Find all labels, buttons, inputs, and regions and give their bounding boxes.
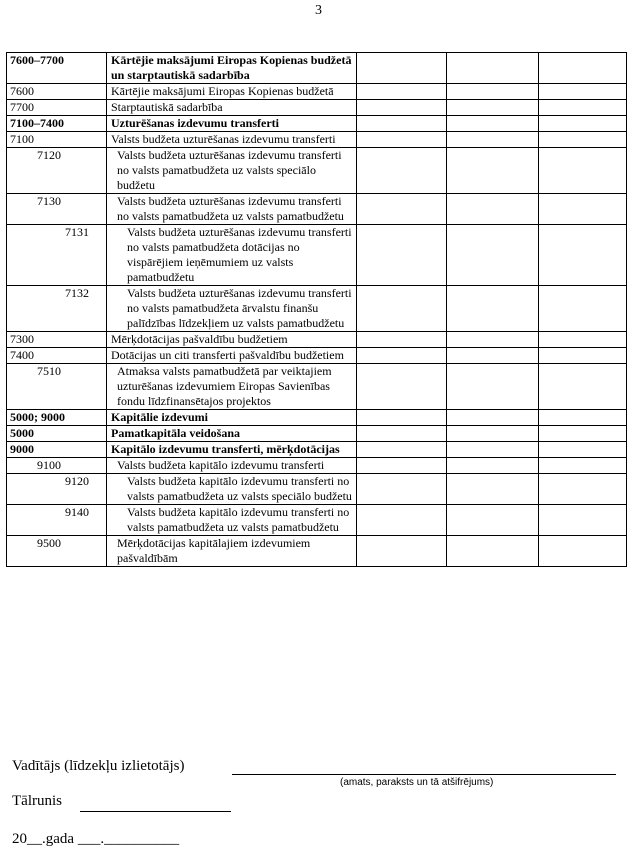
row-name: Dotācijas un citi transferti pašvaldību budžetiem xyxy=(107,348,357,364)
value-cell-1[interactable] xyxy=(357,84,447,100)
row-name: Uzturēšanas izdevumu transferti xyxy=(107,116,357,132)
value-cell-1[interactable] xyxy=(357,116,447,132)
table-row xyxy=(7,426,627,442)
table-row xyxy=(7,116,627,132)
value-cell-3[interactable] xyxy=(539,364,627,410)
value-cell-1[interactable] xyxy=(357,474,447,505)
value-cell-1[interactable] xyxy=(357,225,447,286)
row-name: Valsts budžeta uzturēšanas izdevumu transferti xyxy=(107,132,357,148)
row-code: 7100 xyxy=(7,132,107,148)
phone-label: Tālrunis xyxy=(12,793,62,809)
value-cell-1[interactable] xyxy=(357,100,447,116)
table-row xyxy=(7,332,627,348)
row-code: 7132 xyxy=(7,286,107,332)
value-cell-3[interactable] xyxy=(539,53,627,84)
table-row xyxy=(7,225,627,286)
row-code: 7400 xyxy=(7,348,107,364)
value-cell-3[interactable] xyxy=(539,132,627,148)
value-cell-3[interactable] xyxy=(539,348,627,364)
value-cell-2[interactable] xyxy=(447,536,539,567)
value-cell-2[interactable] xyxy=(447,410,539,426)
value-cell-1[interactable] xyxy=(357,348,447,364)
value-cell-2[interactable] xyxy=(447,286,539,332)
table-row xyxy=(7,100,627,116)
table-row xyxy=(7,148,627,194)
value-cell-3[interactable] xyxy=(539,286,627,332)
value-cell-3[interactable] xyxy=(539,410,627,426)
value-cell-2[interactable] xyxy=(447,426,539,442)
value-cell-2[interactable] xyxy=(447,132,539,148)
value-cell-1[interactable] xyxy=(357,458,447,474)
table-row xyxy=(7,348,627,364)
value-cell-2[interactable] xyxy=(447,364,539,410)
table-row xyxy=(7,442,627,458)
row-name: Valsts budžeta kapitālo izdevumu transferti xyxy=(107,458,357,474)
row-code: 7100–7400 xyxy=(7,116,107,132)
table-row xyxy=(7,53,627,84)
value-cell-2[interactable] xyxy=(447,53,539,84)
value-cell-1[interactable] xyxy=(357,286,447,332)
value-cell-3[interactable] xyxy=(539,332,627,348)
row-code: 9100 xyxy=(7,458,107,474)
value-cell-3[interactable] xyxy=(539,84,627,100)
value-cell-1[interactable] xyxy=(357,194,447,225)
row-code: 5000; 9000 xyxy=(7,410,107,426)
row-name: Valsts budžeta uzturēšanas izdevumu transferti no valsts pamatbudžeta ārvalstu finanšu palīdzības līdzekļiem uz valsts pamatbudžetu xyxy=(107,286,357,332)
table-row xyxy=(7,364,627,410)
value-cell-1[interactable] xyxy=(357,505,447,536)
row-code: 7130 xyxy=(7,194,107,225)
value-cell-2[interactable] xyxy=(447,116,539,132)
value-cell-1[interactable] xyxy=(357,442,447,458)
value-cell-3[interactable] xyxy=(539,505,627,536)
value-cell-2[interactable] xyxy=(447,148,539,194)
value-cell-3[interactable] xyxy=(539,426,627,442)
row-code: 5000 xyxy=(7,426,107,442)
value-cell-3[interactable] xyxy=(539,116,627,132)
row-code: 7700 xyxy=(7,100,107,116)
manager-signature-note: (amats, paraksts un tā atšifrējums) xyxy=(340,777,494,788)
value-cell-1[interactable] xyxy=(357,332,447,348)
row-code: 9120 xyxy=(7,474,107,505)
row-code: 7600–7700 xyxy=(7,53,107,84)
row-name: Valsts budžeta uzturēšanas izdevumu transferti no valsts pamatbudžeta uz valsts speciālo budžetu xyxy=(107,148,357,194)
row-name: Pamatkapitāla veidošana xyxy=(107,426,357,442)
row-code: 7131 xyxy=(7,225,107,286)
table-row xyxy=(7,410,627,426)
budget-expenditure-table xyxy=(6,52,627,567)
table-row xyxy=(7,458,627,474)
row-name: Kārtējie maksājumi Eiropas Kopienas budžetā un starptautiskā sadarbība xyxy=(107,53,357,84)
value-cell-1[interactable] xyxy=(357,410,447,426)
row-name: Starptautiskā sadarbība xyxy=(107,100,357,116)
date-label: 20__.gada ___.__________ xyxy=(12,831,180,847)
row-code: 9140 xyxy=(7,505,107,536)
value-cell-2[interactable] xyxy=(447,505,539,536)
value-cell-1[interactable] xyxy=(357,53,447,84)
value-cell-3[interactable] xyxy=(539,225,627,286)
row-name: Kapitālo izdevumu transferti, mērķdotācijas xyxy=(107,442,357,458)
value-cell-1[interactable] xyxy=(357,536,447,567)
row-name: Atmaksa valsts pamatbudžetā par veiktajiem uzturēšanas izdevumiem Eiropas Savienības fondu līdzfinansētajos projektos xyxy=(107,364,357,410)
row-name: Valsts budžeta kapitālo izdevumu transferti no valsts pamatbudžeta uz valsts pamatbudžetu xyxy=(107,505,357,536)
table-row xyxy=(7,505,627,536)
table-row xyxy=(7,84,627,100)
value-cell-1[interactable] xyxy=(357,148,447,194)
row-name: Valsts budžeta uzturēšanas izdevumu transferti no valsts pamatbudžeta uz valsts pamatbudžetu xyxy=(107,194,357,225)
manager-label: Vadītājs (līdzekļu izlietotājs) xyxy=(12,758,185,774)
value-cell-2[interactable] xyxy=(447,474,539,505)
value-cell-2[interactable] xyxy=(447,194,539,225)
row-code: 7120 xyxy=(7,148,107,194)
table-row xyxy=(7,194,627,225)
value-cell-3[interactable] xyxy=(539,442,627,458)
value-cell-2[interactable] xyxy=(447,100,539,116)
row-code: 7300 xyxy=(7,332,107,348)
table-row xyxy=(7,474,627,505)
row-name: Mērķdotācijas kapitālajiem izdevumiem pašvaldībām xyxy=(107,536,357,567)
row-code: 9000 xyxy=(7,442,107,458)
value-cell-3[interactable] xyxy=(539,194,627,225)
page-number: 3 xyxy=(315,3,322,18)
value-cell-1[interactable] xyxy=(357,364,447,410)
row-name: Mērķdotācijas pašvaldību budžetiem xyxy=(107,332,357,348)
value-cell-3[interactable] xyxy=(539,474,627,505)
row-name: Kārtējie maksājumi Eiropas Kopienas budžetā xyxy=(107,84,357,100)
value-cell-2[interactable] xyxy=(447,458,539,474)
table-row xyxy=(7,286,627,332)
value-cell-3[interactable] xyxy=(539,536,627,567)
row-code: 9500 xyxy=(7,536,107,567)
value-cell-1[interactable] xyxy=(357,426,447,442)
value-cell-2[interactable] xyxy=(447,348,539,364)
table-row xyxy=(7,132,627,148)
value-cell-2[interactable] xyxy=(447,442,539,458)
row-name: Valsts budžeta kapitālo izdevumu transferti no valsts pamatbudžeta uz valsts speciālo budžetu xyxy=(107,474,357,505)
manager-signature-line[interactable] xyxy=(232,774,616,775)
value-cell-1[interactable] xyxy=(357,132,447,148)
value-cell-3[interactable] xyxy=(539,100,627,116)
value-cell-3[interactable] xyxy=(539,458,627,474)
row-name: Kapitālie izdevumi xyxy=(107,410,357,426)
row-code: 7510 xyxy=(7,364,107,410)
value-cell-2[interactable] xyxy=(447,84,539,100)
phone-line[interactable] xyxy=(80,811,231,812)
value-cell-3[interactable] xyxy=(539,148,627,194)
row-name: Valsts budžeta uzturēšanas izdevumu transferti no valsts pamatbudžeta dotācijas no vispārējiem ieņēmumiem uz valsts pamatbudžetu xyxy=(107,225,357,286)
value-cell-2[interactable] xyxy=(447,332,539,348)
table-row xyxy=(7,536,627,567)
value-cell-2[interactable] xyxy=(447,225,539,286)
row-code: 7600 xyxy=(7,84,107,100)
